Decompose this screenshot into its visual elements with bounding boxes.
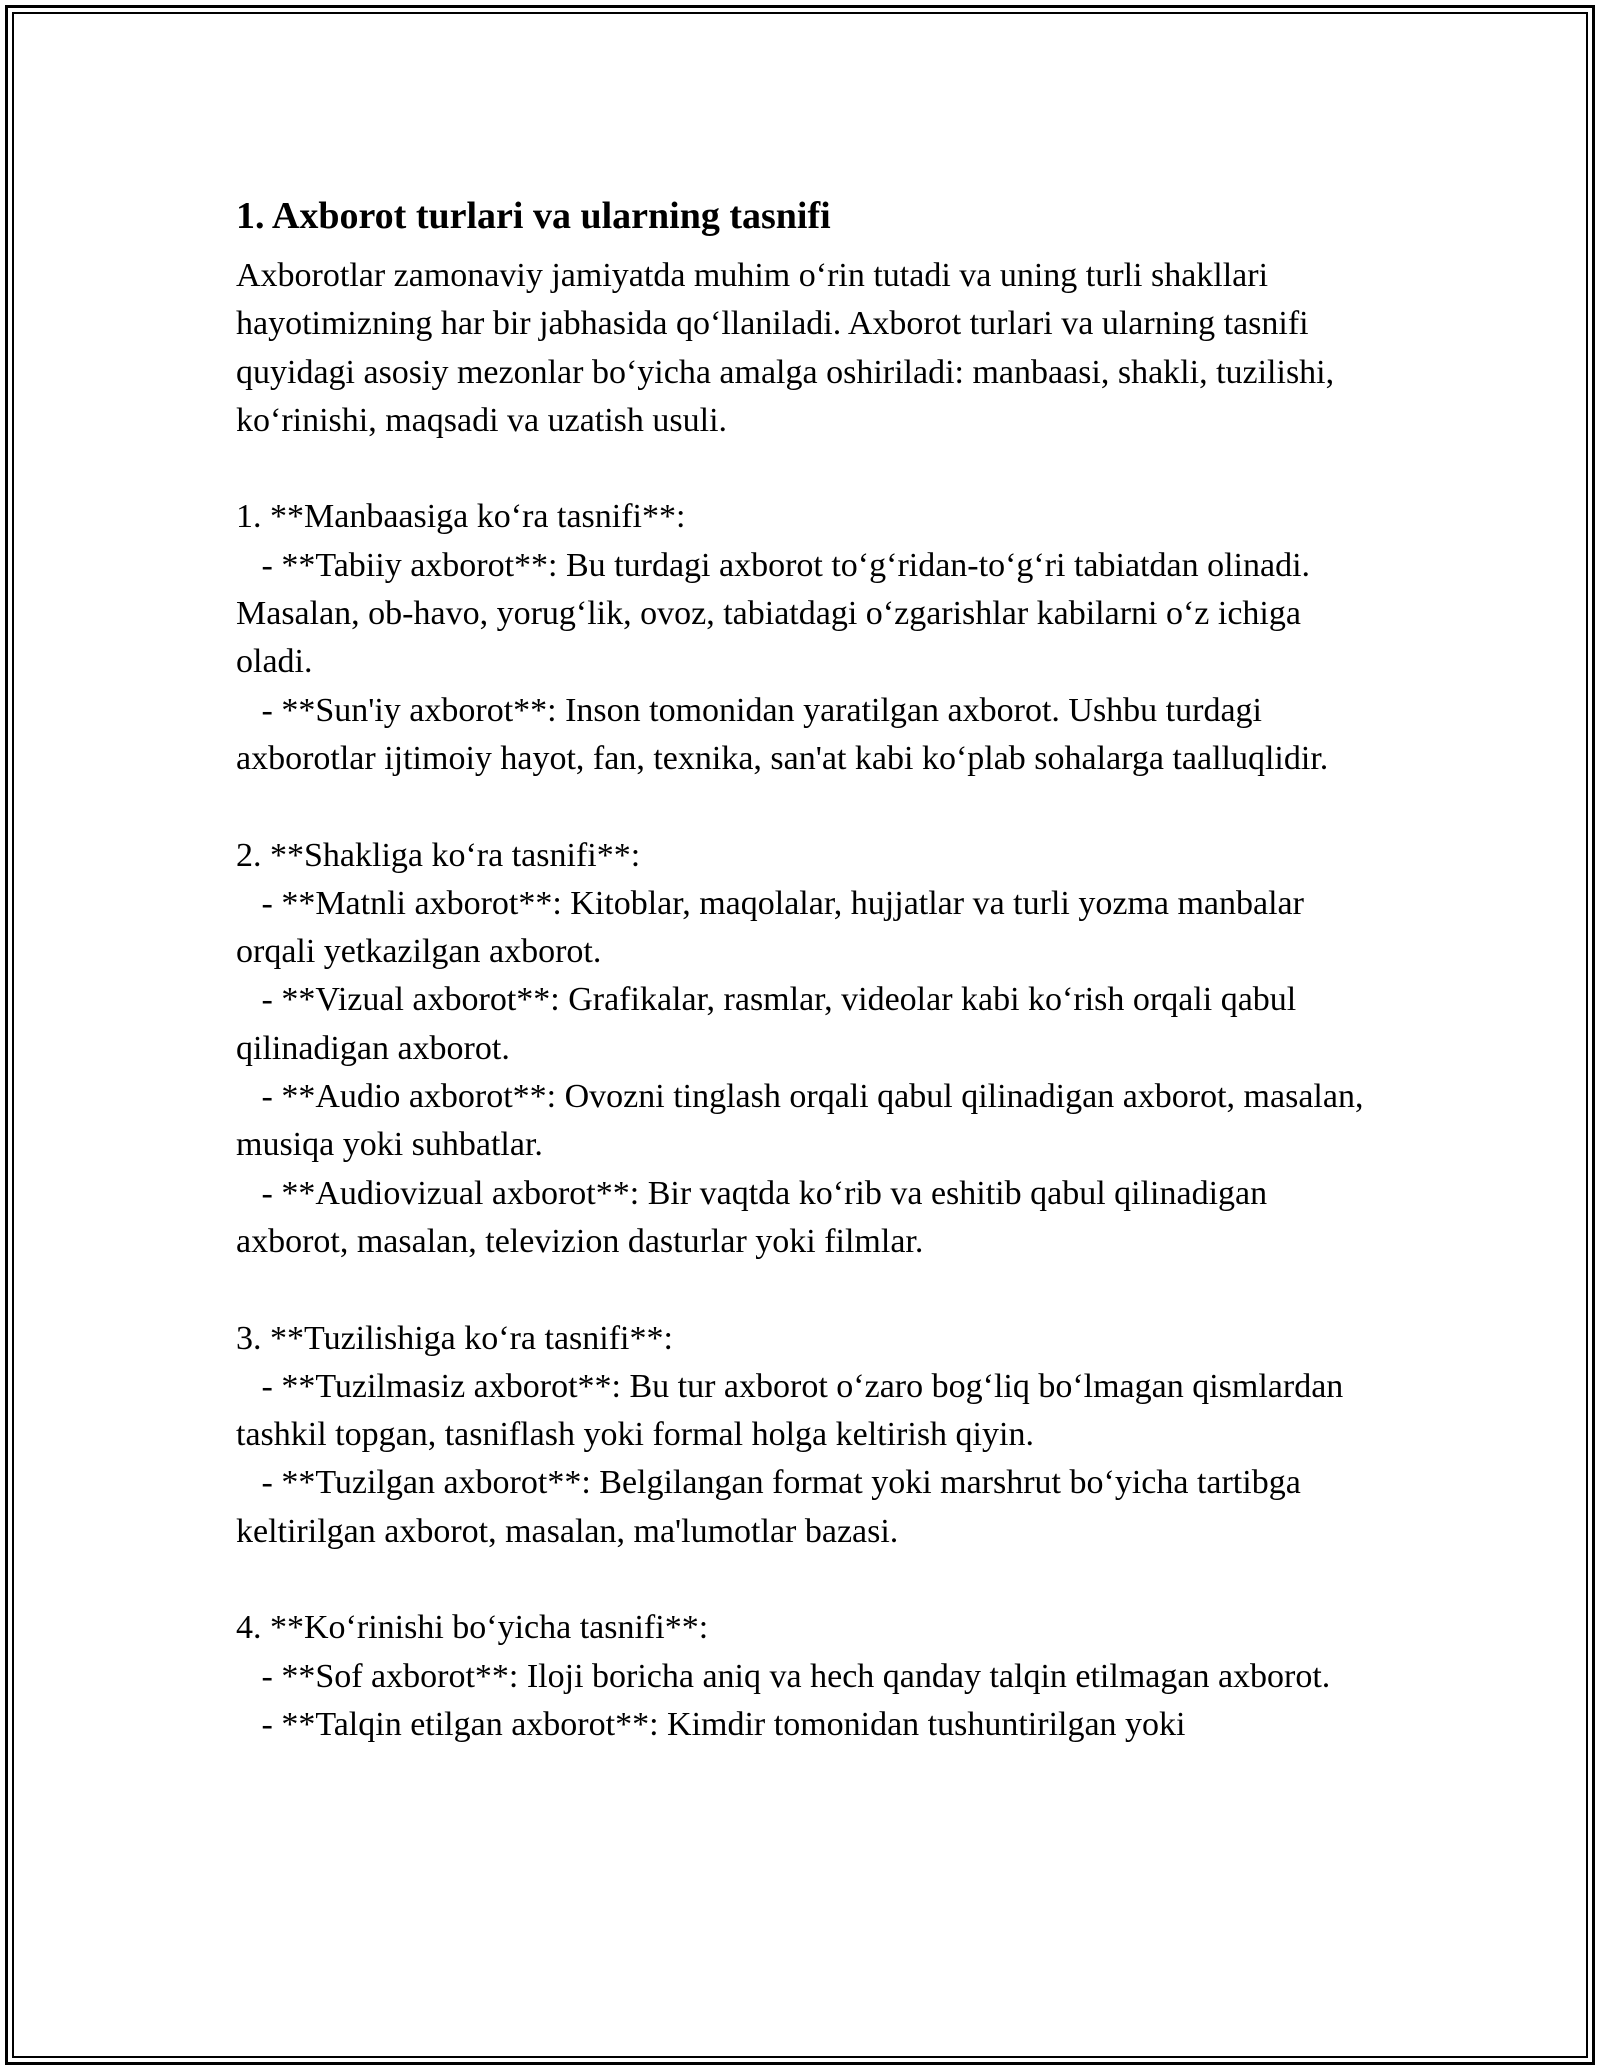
document-content	[236, 182, 1376, 1749]
section-2-heading: 2. **Shakliga ko‘ra tasnifi**:	[236, 836, 641, 874]
paragraph-spacer	[236, 445, 1376, 493]
paragraph-spacer	[236, 1556, 1376, 1604]
section-1-heading: 1. **Manbaasiga ko‘ra tasnifi**:	[236, 498, 686, 536]
section-1-item-natural: - **Tabiiy axborot**: Bu turdagi axborot to‘g‘ridan-to‘g‘ri tabiatdan olinadi. Masalan, ob-havo, yorug‘lik, ovoz, tabiatdagi o‘zgarishlar kabilarni o‘z ichiga oladi.	[236, 546, 1319, 681]
section-2-item-visual: - **Vizual axborot**: Grafikalar, rasmlar, videolar kabi ko‘rish orqali qabul qilinadigan axborot.	[236, 981, 1305, 1067]
paragraph-spacer	[236, 1266, 1376, 1314]
document-title: 1. Axborot turlari va ularning tasnifi	[236, 195, 831, 237]
section-2-item-audiovisual: - **Audiovizual axborot**: Bir vaqtda ko‘rib va eshitib qabul qilinadigan axborot, masalan, televizion dasturlar yoki filmlar.	[236, 1174, 1276, 1260]
section-2-item-text: - **Matnli axborot**: Kitoblar, maqolalar, hujjatlar va turli yozma manbalar orqali yetkazilgan axborot.	[236, 884, 1313, 971]
section-2-item-audio: - **Audio axborot**: Ovozni tinglash orqali qabul qilinadigan axborot, masalan, musiqa yoki suhbatlar.	[236, 1078, 1372, 1164]
intro-paragraph: Axborotlar zamonaviy jamiyatda muhim o‘rin tutadi va uning turli shakllari hayotimizning har bir jabhasida qo‘llaniladi. Axborot turlari va ularning tasnifi quyidagi asosiy mezonlar bo‘yicha amalga oshiriladi: manbaasi, shakli, tuzilishi, ko‘rinishi, maqsadi va uzatish usuli.	[236, 257, 1343, 439]
section-1-item-artificial: - **Sun'iy axborot**: Inson tomonidan yaratilgan axborot. Ushbu turdagi axborotlar ijtimoiy hayot, fan, texnika, san'at kabi ko‘plab sohalarga taalluqlidir.	[236, 691, 1329, 777]
section-3-item-structured: - **Tuzilgan axborot**: Belgilangan format yoki marshrut bo‘yicha tartibga keltirilgan axborot, masalan, ma'lumotlar bazasi.	[236, 1464, 1310, 1550]
section-3-item-unstructured: - **Tuzilmasiz axborot**: Bu tur axborot o‘zaro bog‘liq bo‘lmagan qismlardan tashkil topgan, tasniflash yoki formal holga keltirish qiyin.	[236, 1367, 1352, 1454]
section-4-item-interpreted: - **Talqin etilgan axborot**: Kimdir tomonidan tushuntirilgan yoki	[236, 1705, 1186, 1743]
paragraph-spacer	[236, 783, 1376, 831]
section-3-heading: 3. **Tuzilishiga ko‘ra tasnifi**:	[236, 1319, 673, 1357]
section-4-item-pure: - **Sof axborot**: Iloji boricha aniq va hech qanday talqin etilmagan axborot.	[236, 1657, 1331, 1695]
section-4-heading: 4. **Ko‘rinishi bo‘yicha tasnifi**:	[236, 1609, 709, 1647]
